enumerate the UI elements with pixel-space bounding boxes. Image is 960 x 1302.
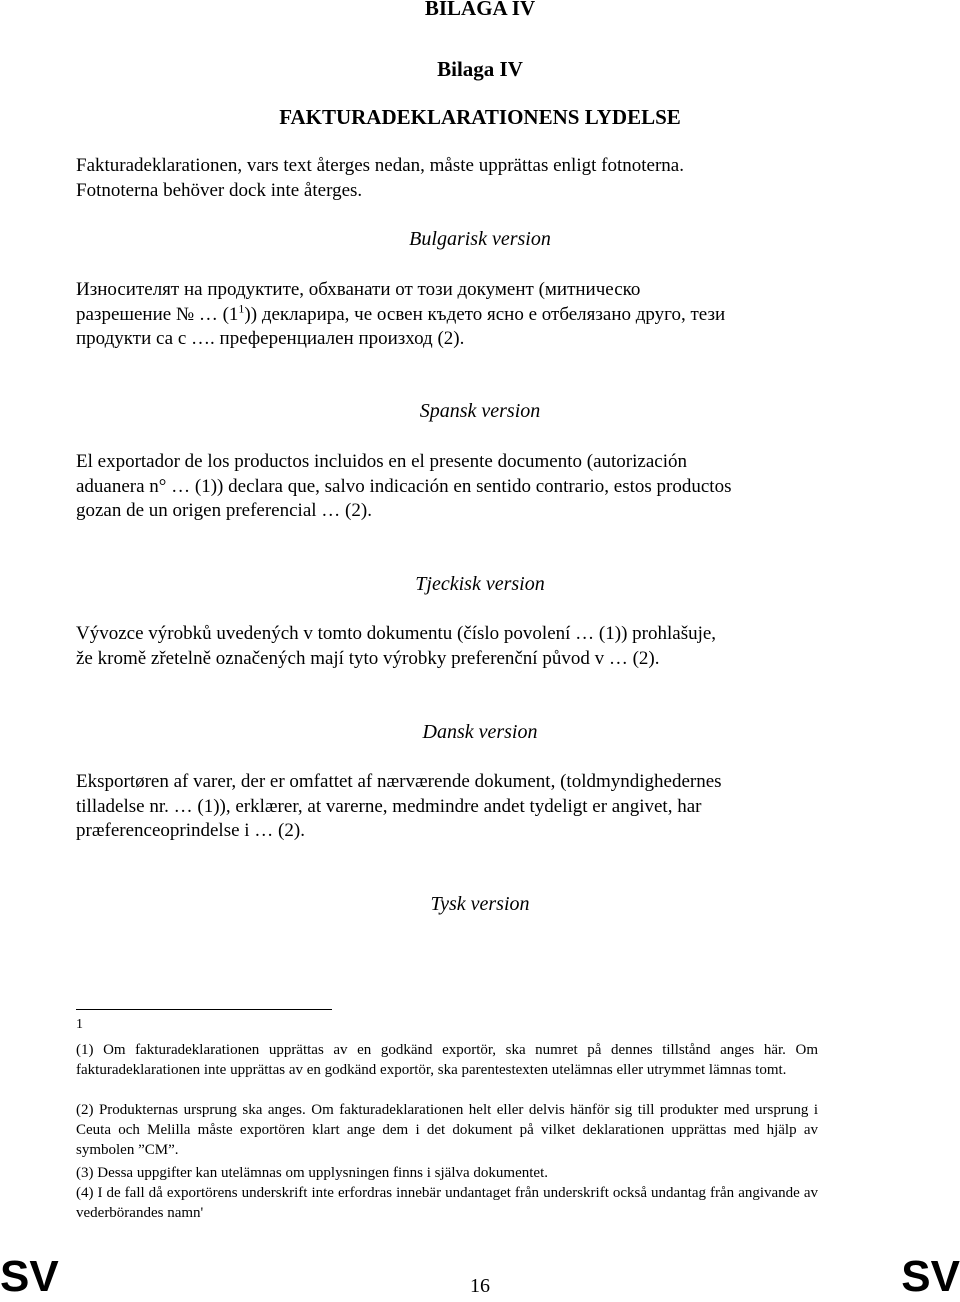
section-text-czech <box>76 622 896 671</box>
section-text-danish <box>76 770 896 844</box>
section-title-german: Tysk version <box>430 893 530 915</box>
section-text-spanish <box>76 450 896 524</box>
annex-title: Bilaga IV <box>437 57 523 81</box>
text-line: разрешение № … $(1^1)$) декларира, че освен където ясно е отбелязано друго, тези <box>76 301 726 325</box>
annex-top-label: BILAGA IV <box>424 0 536 20</box>
footnote-1: (1) Om fakturadeklarationen upprättas av en godkänd exportör, ska numret på dennes tillstånd anges här. Om fakturadeklarationen inte upprättas av en godkänd exportör, ska parentestexten utelämnas eller utrymmet lämnas tomt. <box>76 1042 818 1078</box>
section-title-danish: Dansk version <box>422 721 538 743</box>
footnote-2: (2) Produkternas ursprung ska anges. Om fakturadeklarationen helt eller delvis hänför sig till produkter med ursprung i Ceuta och Melilla måste exportören klart ange dem i det dokument på vilket deklarationen upprättas med hjälp av symbolen ”CM”. <box>76 1102 818 1158</box>
language-code-left: SV <box>0 1252 59 1301</box>
intro-line: Fakturadeklarationen, vars text återges nedan, måste upprättas enligt fotnoterna. <box>76 155 684 176</box>
footnote-4: (4) I de fall då exportörens underskrift inte erfordras innebär undantaget från underskrift också undantag från angivande av vederbörandes namn' <box>76 1185 818 1221</box>
section-title-bulgarian: Bulgarisk version <box>409 228 551 250</box>
text-line: præferenceoprindelse i … (2). <box>76 820 305 841</box>
text-line: Vývozce výrobků uvedených v tomto dokumentu (číslo povolení … (1)) prohlašuje, <box>76 623 717 644</box>
section-title-czech: Tjeckisk version <box>415 573 545 595</box>
intro-paragraph <box>76 154 896 203</box>
text-line: gozan de un origen preferencial … (2). <box>76 500 372 521</box>
text-line: El exportador de los productos incluidos en el presente documento (autorización <box>76 451 687 472</box>
text-line: tilladelse nr. … (1)), erklærer, at varerne, medmindre andet tydeligt er angivet, har <box>76 795 702 817</box>
footnote-separator <box>76 1009 332 1010</box>
section-text-bulgarian <box>76 278 896 352</box>
section-title-spanish: Spansk version <box>419 400 541 422</box>
text-line: Eksportøren af varer, der er omfattet af nærværende dokument, (toldmyndighedernes <box>76 771 722 792</box>
superscript-marker: 1 <box>238 301 245 316</box>
page-number: 16 <box>470 1275 490 1297</box>
intro-line: Fotnoterna behöver dock inte återges. <box>76 179 363 201</box>
text-line: že kromě zřetelně označených mají tyto výrobky preferenční původ v … (2). <box>76 647 660 669</box>
footnote-3: (3) Dessa uppgifter kan utelämnas om upplysningen finns i själva dokumentet. <box>76 1165 548 1181</box>
language-code-right: SV <box>901 1252 960 1301</box>
text-line: Износителят на продуктите, обхванати от този документ (митническо <box>76 279 641 300</box>
text-line: продукти са с …. преференциален произход (2). <box>76 328 465 349</box>
text-line: aduanera n° … (1)) declara que, salvo indicación en sentido contrario, estos productos <box>76 475 732 497</box>
footnote-marker: 1 <box>76 1017 83 1032</box>
page-title: FAKTURADEKLARATIONENS LYDELSE <box>279 105 681 129</box>
